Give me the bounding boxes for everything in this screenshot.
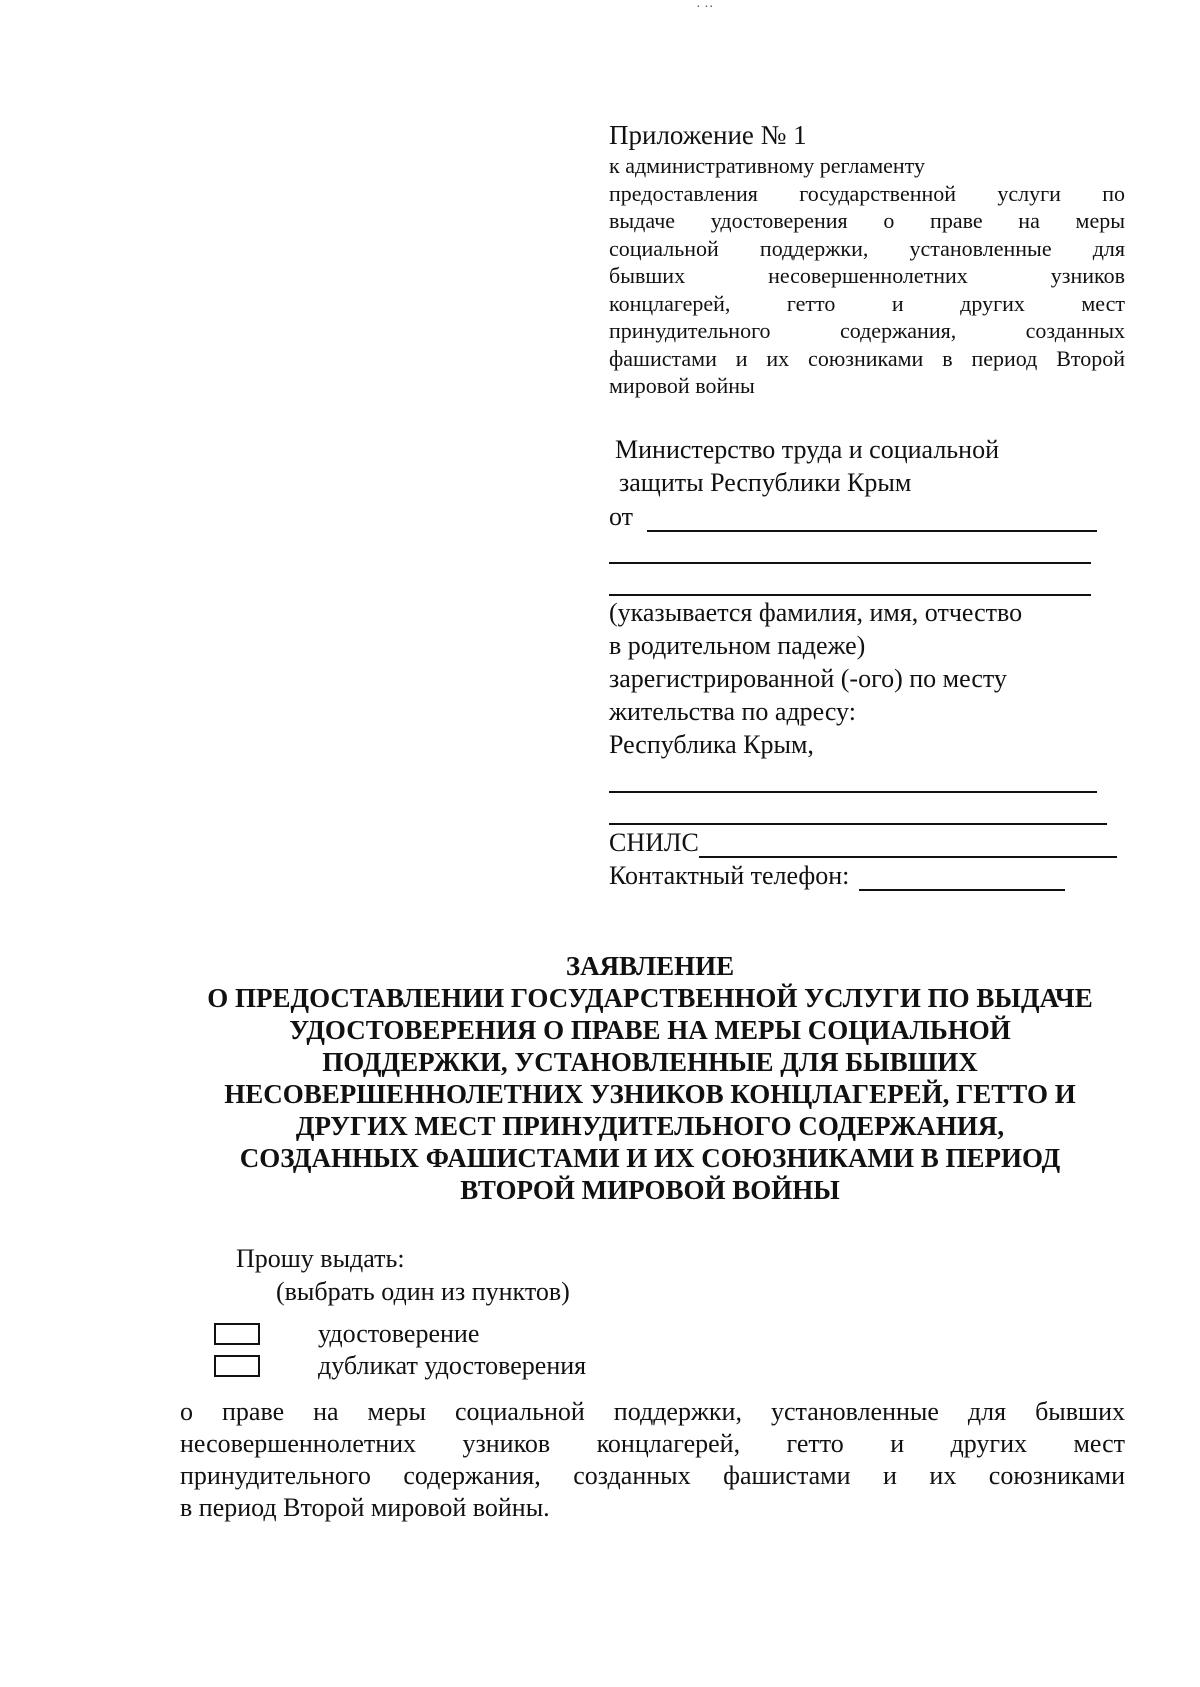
appendix-line: к административному регламенту	[609, 153, 925, 178]
title-heading: ЗАЯВЛЕНИЕ	[565, 951, 735, 981]
document-title	[150, 950, 1150, 1206]
appendix-block	[609, 118, 1125, 400]
option-certificate[interactable]	[180, 1318, 1140, 1350]
body-line: несовершеннолетних узников концлагерей, гетто и других мест	[180, 1429, 1125, 1458]
ministry-line: защиты Республики Крым	[619, 468, 912, 497]
name-hint: в родительном падеже)	[609, 631, 866, 660]
title-line: НЕСОВЕРШЕННОЛЕТНИХ УЗНИКОВ КОНЦЛАГЕРЕЙ, ГЕТТО И	[224, 1079, 1076, 1109]
phone-field[interactable]	[609, 858, 1065, 891]
republic-line: Республика Крым,	[609, 730, 814, 759]
from-field[interactable]	[609, 499, 1097, 532]
appendix-line: бывших несовершеннолетних узников	[609, 263, 1125, 288]
scan-marks: · ··	[696, 0, 714, 15]
phone-label: Контактный телефон:	[609, 861, 850, 890]
name-hint: (указывается фамилия, имя, отчество	[609, 598, 1023, 627]
appendix-line: выдаче удостоверения о праве на меры	[609, 208, 1125, 233]
appendix-line: концлагерей, гетто и других мест	[609, 290, 1125, 316]
body-line: в период Второй мировой войны.	[180, 1493, 550, 1522]
title-line: ВТОРОЙ МИРОВОЙ ВОЙНЫ	[460, 1175, 840, 1205]
appendix-line: мировой войны	[609, 373, 755, 398]
appendix-line: принудительного содержания, созданных	[609, 318, 1125, 343]
appendix-line: социальной поддержки, установленные для	[609, 235, 1125, 261]
name-blank-line[interactable]	[609, 532, 1091, 564]
title-line: ДРУГИХ МЕСТ ПРИНУДИТЕЛЬНОГО СОДЕРЖАНИЯ,	[295, 1111, 1005, 1141]
body-line: принудительного содержания, созданных фашистами и их союзниками	[180, 1461, 1125, 1490]
request-body	[180, 1396, 1125, 1524]
appendix-title: Приложение № 1	[609, 120, 807, 150]
certificate-checkbox[interactable]	[214, 1323, 260, 1345]
option-duplicate[interactable]	[180, 1350, 1140, 1382]
address-blank-line[interactable]	[609, 761, 1097, 793]
title-line: О ПРЕДОСТАВЛЕНИИ ГОСУДАРСТВЕННОЙ УСЛУГИ ПО ВЫДАЧЕ	[207, 983, 1093, 1013]
title-line: УДОСТОВЕРЕНИЯ О ПРАВЕ НА МЕРЫ СОЦИАЛЬНОЙ	[289, 1015, 1011, 1045]
ministry-line: Министерство труда и социальной	[615, 435, 999, 464]
name-blank-line[interactable]	[609, 564, 1091, 596]
address-blank-line[interactable]	[609, 793, 1107, 825]
phone-blank-line[interactable]	[859, 867, 1065, 891]
from-blank-line[interactable]	[647, 508, 1097, 532]
snils-blank-line[interactable]	[699, 834, 1117, 858]
appendix-line: предоставления государственной услуги по	[609, 180, 1125, 206]
body-line: о праве на меры социальной поддержки, установленные для бывших	[180, 1397, 1125, 1426]
request-choose-hint: (выбрать один из пунктов)	[276, 1277, 570, 1306]
option-label: удостоверение	[318, 1319, 480, 1348]
snils-field[interactable]	[609, 825, 1117, 858]
snils-label: СНИЛС	[609, 828, 699, 857]
registered-line: зарегистрированной (-ого) по месту	[609, 664, 1007, 693]
title-line: СОЗДАННЫХ ФАШИСТАМИ И ИХ СОЮЗНИКАМИ В ПЕРИОД	[239, 1143, 1061, 1173]
request-ask: Прошу выдать:	[236, 1244, 405, 1273]
request-block	[180, 1242, 1140, 1382]
addressee-block	[609, 433, 1129, 891]
option-label: дубликат удостоверения	[318, 1351, 587, 1380]
duplicate-checkbox[interactable]	[214, 1355, 260, 1377]
title-line: ПОДДЕРЖКИ, УСТАНОВЛЕННЫЕ ДЛЯ БЫВШИХ	[322, 1047, 978, 1077]
registered-line: жительства по адресу:	[609, 697, 856, 726]
from-label: от	[609, 502, 634, 531]
appendix-line: фашистами и их союзниками в период Второй	[609, 345, 1125, 371]
